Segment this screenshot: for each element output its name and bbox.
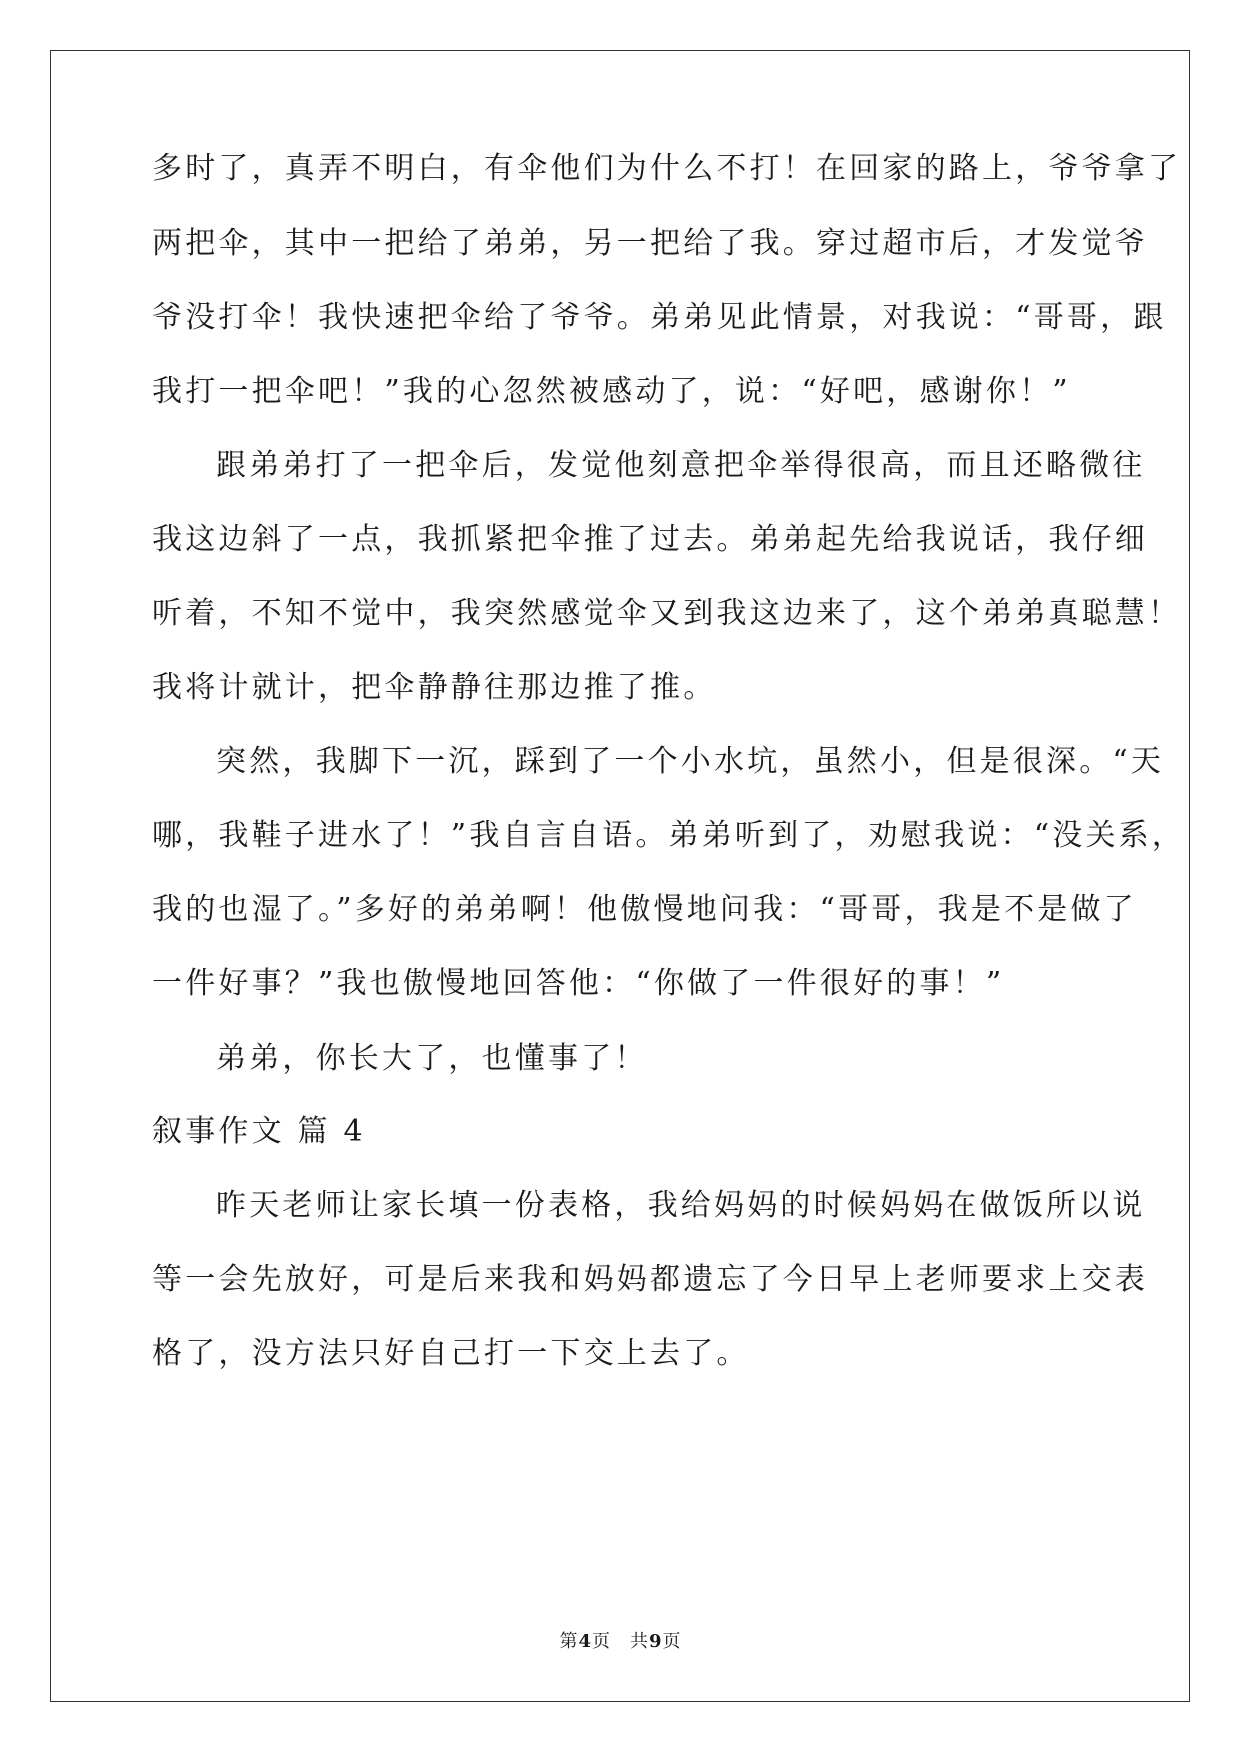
text-line: 一件好事？”我也傲慢地回答他：“你做了一件很好的事！” — [152, 966, 1005, 1001]
footer-page-number: 4 — [578, 1631, 592, 1652]
text-line: 哪，我鞋子进水了！”我自言自语。弟弟听到了，劝慰我说：“没关系， — [152, 818, 1186, 853]
text-line: 爷没打伞！我快速把伞给了爷爷。弟弟见此情景，对我说：“哥哥，跟 — [152, 300, 1167, 335]
footer-page-total: 9 — [649, 1631, 663, 1652]
text-line: 我将计就计，把伞静静往那边推了推。 — [152, 670, 717, 705]
page-footer — [0, 1627, 1241, 1653]
text-line: 多时了，真弄不明白，有伞他们为什么不打！在回家的路上，爷爷拿了 — [152, 151, 1182, 186]
text-line: 我这边斜了一点，我抓紧把伞推了过去。弟弟起先给我说话，我仔细 — [152, 522, 1148, 557]
section-heading: 叙事作文 篇 4 — [152, 1114, 366, 1149]
text-line: 格了，没方法只好自己打一下交上去了。 — [152, 1336, 750, 1371]
text-line: 等一会先放好，可是后来我和妈妈都遗忘了今日早上老师要求上交表 — [152, 1262, 1148, 1297]
footer-suffix: 页 — [662, 1631, 682, 1652]
paragraph-first-line: 跟弟弟打了一把伞后，发觉他刻意把伞举得很高，而且还略微往 — [216, 448, 1146, 483]
paragraph-first-line: 突然，我脚下一沉，踩到了一个小水坑，虽然小，但是很深。“天 — [216, 744, 1165, 779]
text-line: 两把伞，其中一把给了弟弟，另一把给了我。穿过超市后，才发觉爷 — [152, 226, 1148, 261]
text-line: 我打一把伞吧！”我的心忽然被感动了，说：“好吧，感谢你！” — [152, 374, 1071, 409]
text-line: 听着，不知不觉中，我突然感觉伞又到我这边来了，这个弟弟真聪慧！ — [152, 596, 1182, 631]
text-line: 我的也湿了。”多好的弟弟啊！他傲慢地问我：“哥哥，我是不是做了 — [152, 892, 1137, 927]
footer-prefix: 第 — [559, 1631, 579, 1652]
footer-mid: 页 共 — [592, 1631, 649, 1652]
paragraph-first-line: 弟弟，你长大了，也懂事了！ — [216, 1041, 648, 1076]
paragraph-first-line: 昨天老师让家长填一份表格，我给妈妈的时候妈妈在做饭所以说 — [216, 1188, 1146, 1223]
